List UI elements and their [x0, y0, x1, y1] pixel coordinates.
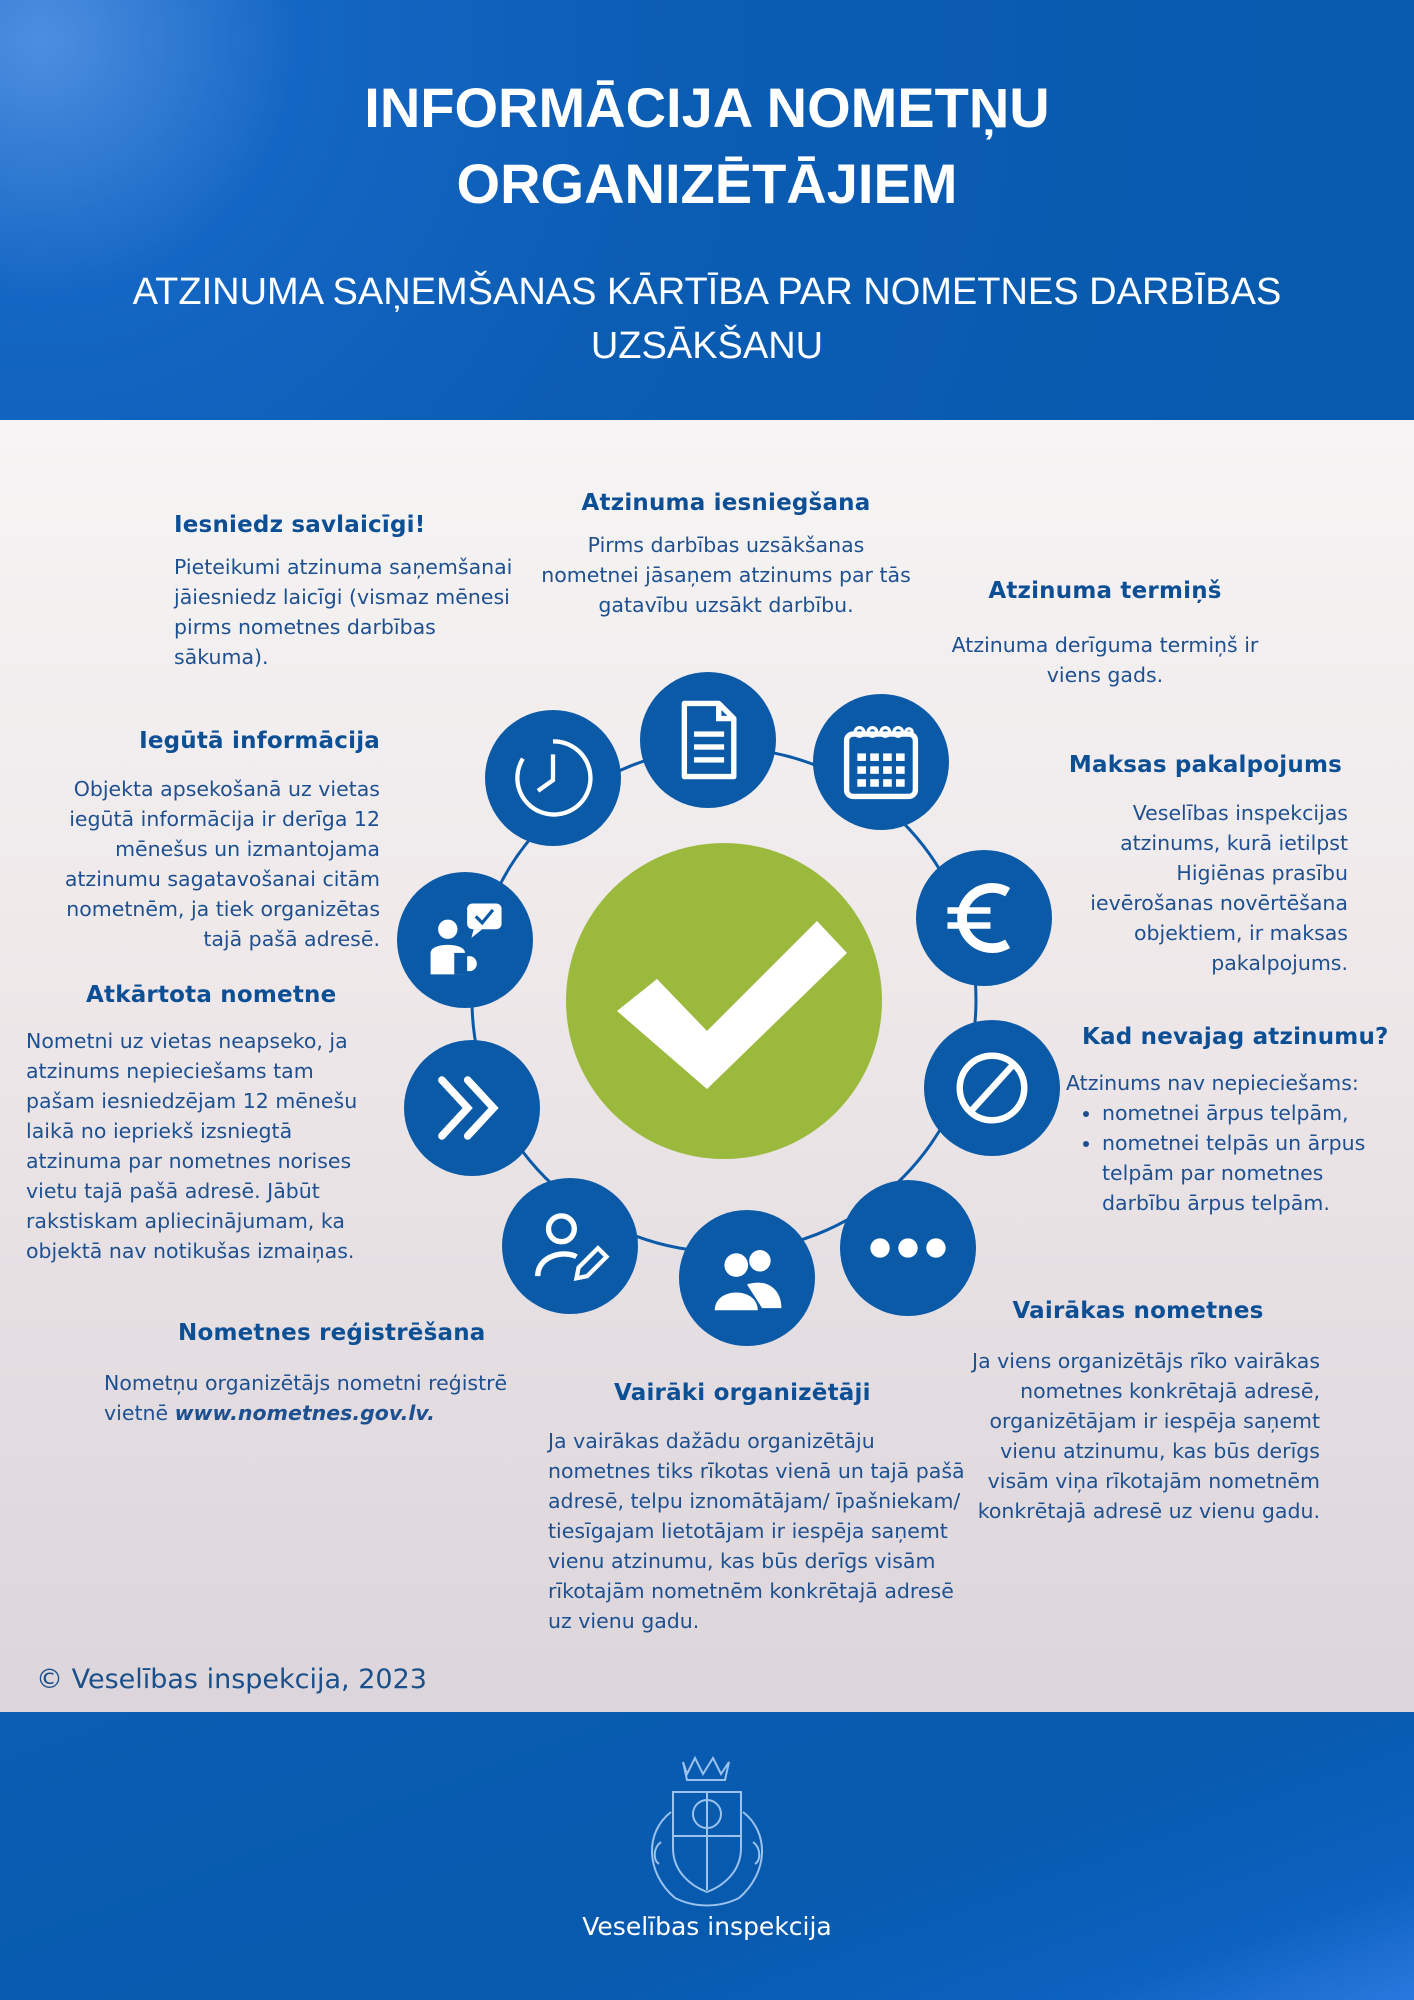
footer-brand: Veselības inspekcija	[582, 1912, 832, 1941]
section-text: Objekta apsekošanā uz vietas iegūtā informācija ir derīga 12 mēnešus un izmantojama atzinumu sagatavošanai citām nometnēm, ja tiek organizētas tajā pašā adresē.	[64, 777, 380, 951]
section-title: Vairāki organizētāji	[614, 1380, 871, 1406]
registration-link[interactable]: www.nometnes.gov.lv.	[174, 1401, 435, 1425]
section-title: Maksas pakalpojums	[1068, 752, 1342, 778]
section-kad	[1066, 1024, 1406, 1218]
user-edit-icon	[527, 1203, 613, 1289]
section-text	[104, 1368, 544, 1428]
exemption-list	[1066, 1098, 1406, 1218]
section-text: Pieteikumi atzinuma saņemšanai jāiesniedz laicīgi (vismaz mēnesi pirms nometnes darbības sākuma).	[174, 555, 513, 669]
section-title: Iegūtā informācija	[139, 728, 380, 754]
section-text: Pirms darbības uzsākšanas nometnei jāsaņem atzinums par tās gatavību uzsākt darbību.	[541, 533, 911, 617]
section-vairakas	[956, 1298, 1320, 1526]
section-iesniegsana	[536, 490, 916, 620]
euro-icon	[941, 875, 1027, 961]
euro-icon-circle	[916, 850, 1052, 986]
more-icon	[865, 1205, 951, 1291]
calendar-icon-circle	[813, 694, 949, 830]
user-edit-icon-circle	[502, 1178, 638, 1314]
consultation-icon-circle	[397, 872, 533, 1008]
group-icon-circle	[679, 1210, 815, 1346]
section-text: Nometni uz vietas neapseko, ja atzinums nepieciešams tam pašam iesniedzējam 12 mēnešu laikā no iepriekš izsniegtā atzinuma par nometnes norises vietu tajā pašā adresē. Jābūt rakstiskam apliecinājumam, ka objektā nav notikušas izmaiņas.	[26, 1029, 358, 1263]
list-item: • nometnei telpās un ārpus telpām par nometnes darbību ārpus telpām.	[1102, 1128, 1406, 1218]
title-line-2: ORGANIZĒTĀJIEM	[456, 152, 958, 215]
list-item: • nometnei ārpus telpām,	[1102, 1098, 1406, 1128]
header-banner	[0, 0, 1414, 420]
section-atkartota	[26, 982, 376, 1266]
section-text: Atzinuma derīguma termiņš ir viens gads.	[951, 633, 1259, 687]
section-title: Nometnes reģistrēšana	[178, 1320, 486, 1346]
page-title	[0, 70, 1414, 222]
section-termins	[930, 578, 1280, 690]
section-title: Vairākas nometnes	[1012, 1298, 1264, 1324]
more-icon-circle	[840, 1180, 976, 1316]
forward-icon	[429, 1065, 515, 1151]
section-ieguta	[40, 728, 380, 954]
forward-icon-circle	[404, 1040, 540, 1176]
section-text: Veselības inspekcijas atzinums, kurā ietilpst Higiēnas prasību ievērošanas novērtēšana objektiem, ir maksas pakalpojums.	[1090, 801, 1348, 975]
title-line-1: INFORMĀCIJA NOMETŅU	[364, 76, 1050, 139]
page-subtitle: ATZINUMA SAŅEMŠANAS KĀRTĪBA PAR NOMETNES DARBĪBAS UZSĀKŠANU	[132, 271, 1282, 367]
consultation-icon	[422, 897, 508, 983]
registration-text: Nometņu organizētājs nometni reģistrē vietnē	[104, 1371, 508, 1425]
coat-of-arms-emblem	[625, 1752, 789, 1912]
section-title: Atkārtota nometne	[86, 982, 337, 1008]
checkmark-icon	[599, 901, 849, 1101]
section-title: Atzinuma iesniegšana	[581, 490, 871, 516]
section-maksas	[1066, 752, 1348, 978]
section-text: Ja vairākas dažādu organizētāju nometnes tiks rīkotas vienā un tajā pašā adresē, telpu iznomātājam/ īpašniekam/ tiesīgajam lietotājam ir iespēja saņemt vienu atzinumu, kas būs derīgs visām rīkotajām nometnēm konkrētajā adresē uz vienu gadu.	[548, 1429, 965, 1633]
prohibited-icon-circle	[924, 1020, 1060, 1156]
checkmark-circle	[566, 843, 882, 1159]
prohibited-icon	[949, 1045, 1035, 1131]
calendar-icon	[838, 719, 924, 805]
document-icon	[665, 697, 751, 783]
section-text: Ja viens organizētājs rīko vairākas nometnes konkrētajā adresē, organizētājam ir iespēja saņemt vienu atzinumu, kas būs derīgs visām viņa rīkotajām nometnēm konkrētajā adresē uz vienu gadu.	[972, 1349, 1320, 1523]
section-text: Atzinums nav nepieciešams:	[1066, 1071, 1359, 1095]
section-iesniedz	[174, 512, 514, 672]
section-title: Kad nevajag atzinumu?	[1082, 1024, 1389, 1050]
document-icon-circle	[640, 672, 776, 808]
copyright: © Veselības inspekcija, 2023	[36, 1664, 427, 1695]
group-icon	[704, 1235, 790, 1321]
section-organizetaji	[548, 1380, 968, 1636]
clock-icon	[510, 735, 596, 821]
section-registresana	[104, 1320, 544, 1428]
clock-icon-circle	[485, 710, 621, 846]
section-title: Iesniedz savlaicīgi!	[174, 512, 426, 538]
section-title: Atzinuma termiņš	[988, 578, 1222, 604]
